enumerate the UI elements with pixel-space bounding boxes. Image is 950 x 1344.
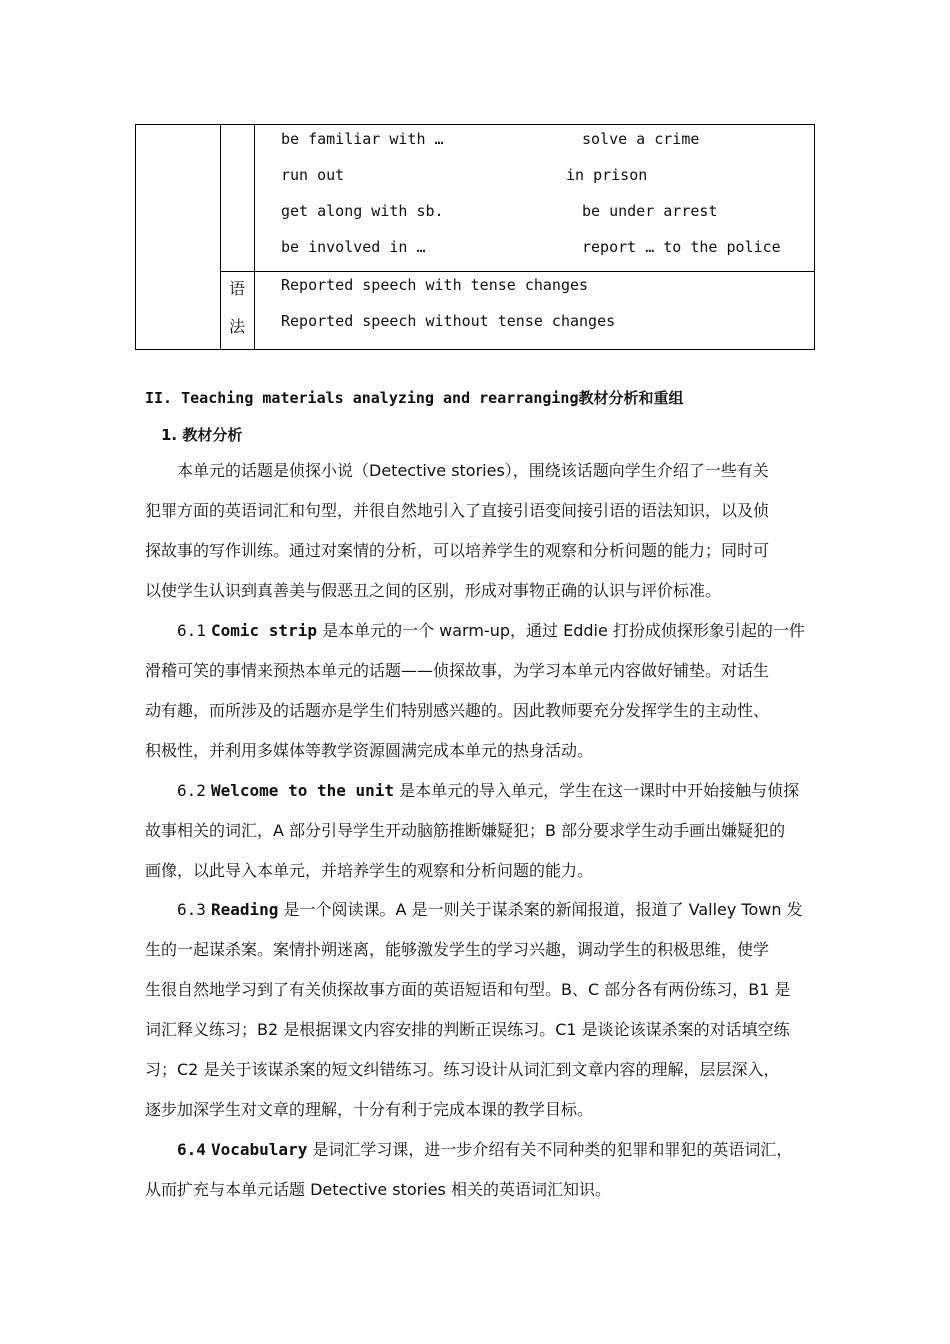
paragraph-line: 滑稽可笑的事情来预热本单元的话题——侦探故事，为学习本单元内容做好铺垫。对话生: [145, 661, 770, 680]
sub-heading: 1. 教材分析: [161, 426, 243, 444]
table-row-divider: [220, 271, 814, 272]
paragraph-first-line: [177, 897, 803, 920]
paragraph-text: 是本单元的导入单元，学生在这一课时中开始接触与侦探: [399, 781, 800, 800]
paragraph-line: 生的一起谋杀案。案情扑朔迷离，能够激发学生的学习兴趣，调动学生的积极思维，使学: [145, 940, 770, 959]
vocab-left-item: run out: [281, 166, 345, 184]
section-heading: II. Teaching materials analyzing and rearranging教材分析和重组: [145, 389, 684, 407]
paragraph-first-line: [177, 618, 805, 641]
table-column-divider: [220, 125, 221, 349]
grammar-item: Reported speech without tense changes: [281, 312, 616, 330]
grammar-label-char: 语: [229, 279, 246, 298]
paragraph-line: 画像，以此导入本单元，并培养学生的观察和分析问题的能力。: [145, 861, 594, 880]
paragraph-line: 词汇释义练习；B2 是根据课文内容安排的判断正误练习。C1 是谈论该谋杀案的对话填空练: [145, 1020, 790, 1039]
lesson-title: Welcome to the unit: [211, 781, 395, 800]
vocabulary-grammar-table: [135, 124, 815, 350]
vocab-right-item: be under arrest: [582, 202, 718, 220]
table-column-divider: [254, 125, 255, 349]
lesson-title: Reading: [211, 900, 279, 919]
grammar-label-char: 法: [229, 317, 246, 336]
paragraph-line: 本单元的话题是侦探小说（Detective stories），围绕该话题向学生介绍了一些有关: [177, 461, 769, 480]
paragraph-line: 探故事的写作训练。通过对案情的分析，可以培养学生的观察和分析问题的能力；同时可: [145, 541, 770, 560]
section-number: 6.4: [177, 1140, 206, 1159]
vocab-right-item: report … to the police: [582, 238, 781, 256]
paragraph-line: 习；C2 是关于该谋杀案的短文纠错练习。练习设计从词汇到文章内容的理解，层层深入，: [145, 1060, 780, 1079]
vocab-left-item: get along with sb.: [281, 202, 444, 220]
paragraph-first-line: [177, 778, 799, 801]
section-number: 6.3: [177, 900, 206, 919]
vocab-left-item: be involved in …: [281, 238, 426, 256]
paragraph-line: 犯罪方面的英语词汇和句型，并很自然地引入了直接引语变间接引语的语法知识，以及侦: [145, 501, 770, 520]
paragraph-text: 是词汇学习课，进一步介绍有关不同种类的犯罪和罪犯的英语词汇，: [312, 1140, 793, 1159]
section-number: 6.2: [177, 781, 206, 800]
paragraph-line: 动有趣，而所涉及的话题亦是学生们特别感兴趣的。因此教师要充分发挥学生的主动性、: [145, 701, 770, 720]
grammar-item: Reported speech with tense changes: [281, 276, 589, 294]
section-number: 6.1: [177, 621, 206, 640]
paragraph-line: 逐步加深学生对文章的理解，十分有利于完成本课的教学目标。: [145, 1100, 594, 1119]
paragraph-line: 故事相关的词汇，A 部分引导学生开动脑筋推断嫌疑犯；B 部分要求学生动手画出嫌疑犯的: [145, 821, 786, 840]
paragraph-line: 以使学生认识到真善美与假恶丑之间的区别，形成对事物正确的认识与评价标准。: [145, 581, 722, 600]
vocab-left-item: be familiar with …: [281, 130, 444, 148]
paragraph-first-line: [177, 1137, 792, 1160]
vocab-right-item: solve a crime: [582, 130, 700, 148]
lesson-title: Comic strip: [211, 621, 317, 640]
vocab-right-item: in prison: [566, 166, 648, 184]
paragraph-line: 积极性，并利用多媒体等教学资源圆满完成本单元的热身活动。: [145, 741, 594, 760]
paragraph-line: 从而扩充与本单元话题 Detective stories 相关的英语词汇知识。: [145, 1180, 611, 1199]
paragraph-text: 是本单元的一个 warm-up，通过 Eddie 打扮成侦探形象引起的一件: [322, 621, 805, 640]
paragraph-line: 生很自然地学习到了有关侦探故事方面的英语短语和句型。B、C 部分各有两份练习，B1 是: [145, 980, 791, 999]
lesson-title: Vocabulary: [211, 1140, 308, 1159]
paragraph-text: 是一个阅读课。A 是一则关于谋杀案的新闻报道，报道了 Valley Town 发: [283, 900, 803, 919]
